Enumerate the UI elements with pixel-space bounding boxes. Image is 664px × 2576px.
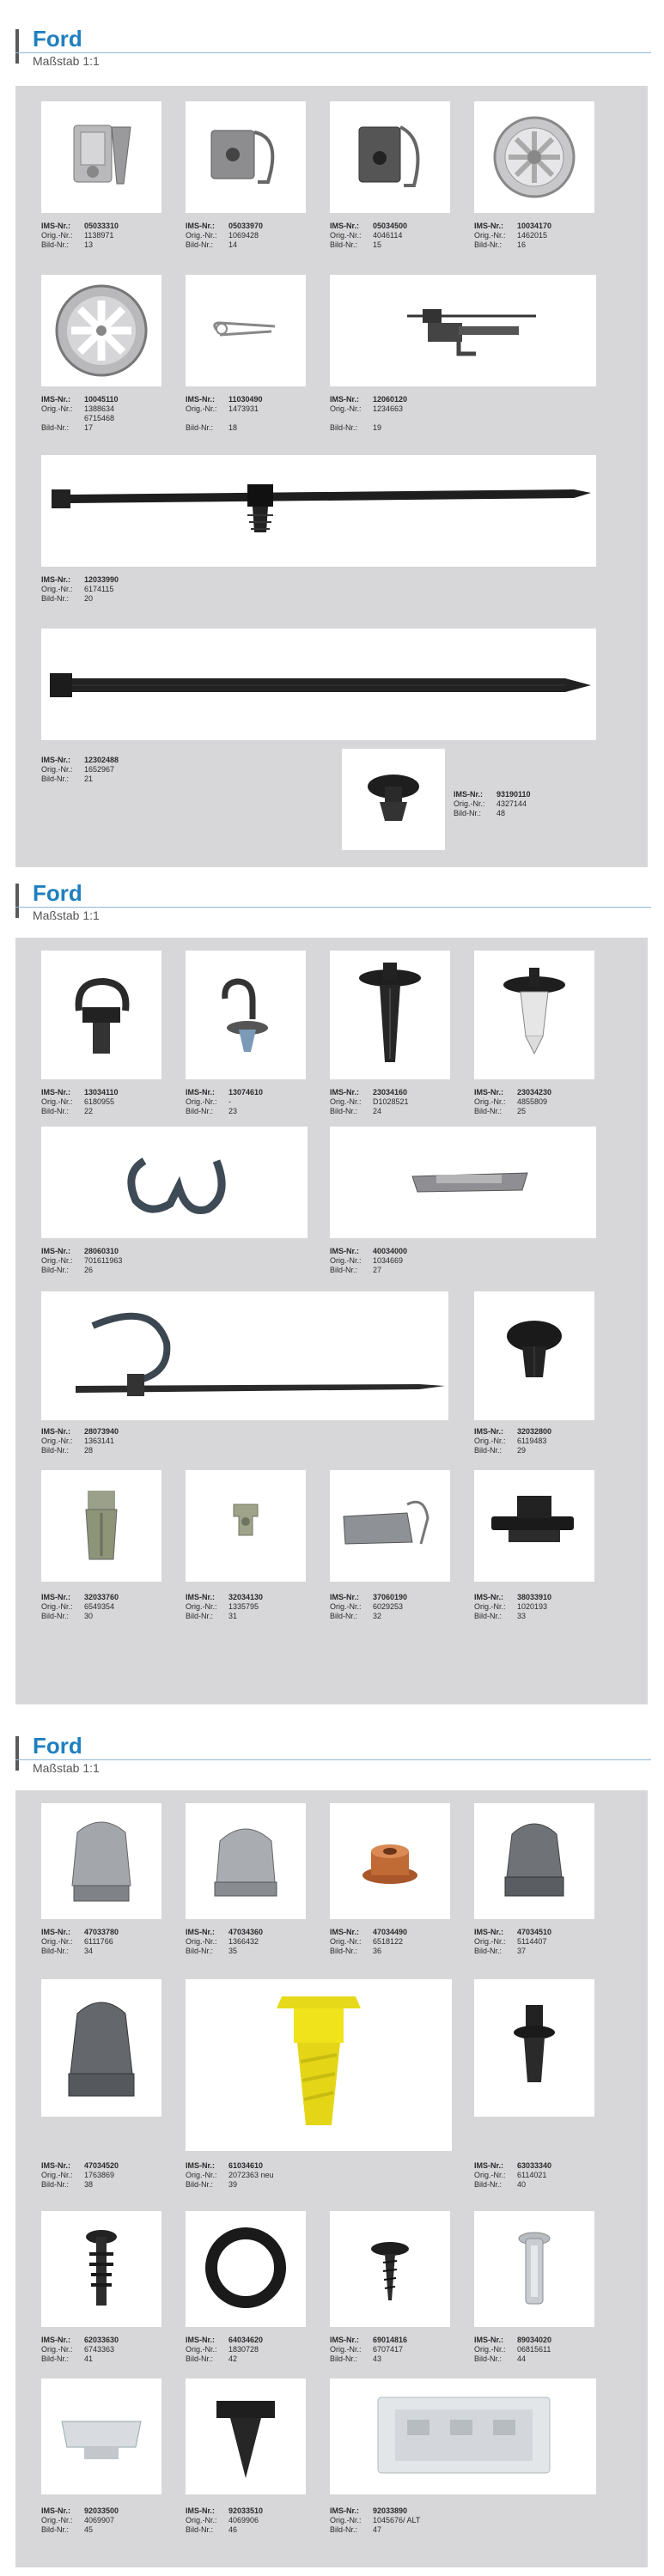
header-rule [15,1759,651,1760]
part-caption-19: IMS-Nr.: 12060120 Orig.-Nr.: 1234663 Bild-Nr.: 19 [330,395,408,432]
parts-panel-2 [15,938,648,1704]
part-caption-46: IMS-Nr.: 92033510 Orig.-Nr.: 4069906 Bild-Nr.: 46 [186,2506,264,2534]
part-caption-32: IMS-Nr.: 37060190 Orig.-Nr.: 6029253 Bild-Nr.: 32 [330,1593,408,1620]
part-caption-43: IMS-Nr.: 69014816 Orig.-Nr.: 6707417 Bild-Nr.: 43 [330,2336,408,2363]
part-card-30[interactable] [41,1470,161,1582]
hook-clip-icon [186,951,306,1079]
part-card-21[interactable] [41,629,596,740]
part-card-20[interactable] [41,455,596,567]
rivet-nut-icon [474,2211,594,2327]
header-bar [15,29,19,64]
part-card-25[interactable] [474,951,594,1079]
clip-nut-icon [41,101,161,213]
part-card-26[interactable] [41,1127,308,1238]
scale-label: Maßstab 1:1 [33,1761,100,1775]
push-rivet-icon [474,1979,594,2117]
brand-title: Ford [33,1733,82,1759]
tube-holder-icon [41,1291,448,1420]
push-nut-icon [474,101,594,213]
section-header [15,1733,651,1776]
part-card-24[interactable] [330,951,450,1079]
part-caption-48: IMS-Nr.: 93190110 Orig.-Nr.: 4327144 Bild-Nr.: 48 [454,790,531,817]
part-caption-39: IMS-Nr.: 61034610 Orig.-Nr.: 2072363 neu Bild-Nr.: 39 [186,2161,274,2189]
scale-label: Maßstab 1:1 [33,908,100,922]
part-card-40[interactable] [474,1979,594,2117]
part-caption-44: IMS-Nr.: 89034020 Orig.-Nr.: 06815611 Bild-Nr.: 44 [474,2336,552,2363]
flange-nut-icon [330,1803,450,1919]
panel-clip-icon [474,1470,594,1582]
cable-tie-anchor-icon [41,455,596,567]
header-rule [15,907,651,908]
part-card-18[interactable] [186,275,306,386]
trim-clip-icon [330,2379,596,2494]
part-card-28[interactable] [41,1291,448,1420]
part-caption-20: IMS-Nr.: 12033990 Orig.-Nr.: 6174115 Bild-Nr.: 20 [41,575,119,603]
part-card-47[interactable] [330,2379,596,2494]
o-ring-icon [186,2211,306,2327]
header-rule [15,52,651,53]
push-rivet-icon [342,749,445,850]
part-card-13[interactable] [41,101,161,213]
part-caption-31: IMS-Nr.: 32034130 Orig.-Nr.: 1335795 Bild-Nr.: 31 [186,1593,264,1620]
part-caption-23: IMS-Nr.: 13074610 Orig.-Nr.: - Bild-Nr.: 23 [186,1088,264,1115]
cable-clip-icon [330,275,596,386]
header-bar [15,1736,19,1771]
part-caption-25: IMS-Nr.: 23034230 Orig.-Nr.: 4855809 Bild-Nr.: 25 [474,1088,552,1115]
expansion-nut-icon [41,1470,161,1582]
double-clip-icon [41,1127,308,1238]
push-nut-icon [41,275,161,386]
wheel-nut-icon [474,1803,594,1919]
section-header [15,880,651,923]
brand-title: Ford [33,880,82,906]
parts-panel-3 [15,1790,648,2567]
part-caption-47: IMS-Nr.: 92033890 Orig.-Nr.: 1045676/ ALT Bild-Nr.: 47 [330,2506,421,2534]
hose-clip-icon [41,951,161,1079]
wheel-nut-icon [41,1803,161,1919]
part-caption-41: IMS-Nr.: 62033630 Orig.-Nr.: 6743363 Bild-Nr.: 41 [41,2336,119,2363]
part-caption-40: IMS-Nr.: 63033340 Orig.-Nr.: 6114021 Bild-Nr.: 40 [474,2161,552,2189]
wheel-nut-icon [186,1803,306,1919]
clip-nut-icon [330,101,450,213]
part-card-33[interactable] [474,1470,594,1582]
part-card-44[interactable] [474,2211,594,2327]
part-card-15[interactable] [330,101,450,213]
part-caption-38: IMS-Nr.: 47034520 Orig.-Nr.: 1763869 Bild-Nr.: 38 [41,2161,119,2189]
bumper-clip-icon [186,1979,452,2151]
screw-icon [330,2211,450,2327]
push-rivet-icon [330,951,450,1079]
part-card-37[interactable] [474,1803,594,1919]
part-caption-26: IMS-Nr.: 28060310 Orig.-Nr.: 701611963 Bild-Nr.: 26 [41,1247,123,1274]
part-card-36[interactable] [330,1803,450,1919]
brand-title: Ford [33,26,82,52]
part-caption-18: IMS-Nr.: 11030490 Orig.-Nr.: 1473931 Bild-Nr.: 18 [186,395,263,432]
part-caption-27: IMS-Nr.: 40034000 Orig.-Nr.: 1034669 Bild-Nr.: 27 [330,1247,408,1274]
section-header [15,26,651,69]
part-card-19[interactable] [330,275,596,386]
part-card-16[interactable] [474,101,594,213]
part-caption-45: IMS-Nr.: 92033500 Orig.-Nr.: 4069907 Bild-Nr.: 45 [41,2506,119,2534]
part-card-29[interactable] [474,1291,594,1420]
part-caption-29: IMS-Nr.: 32032800 Orig.-Nr.: 6119483 Bild-Nr.: 29 [474,1427,552,1455]
push-rivet-icon [474,951,594,1079]
push-rivet-icon [186,2379,306,2494]
push-rivet-icon [41,2211,161,2327]
wheel-nut-icon [41,1979,161,2117]
spring-clip-icon [330,1470,450,1582]
part-caption-15: IMS-Nr.: 05034500 Orig.-Nr.: 4046114 Bild-Nr.: 15 [330,222,408,249]
part-caption-22: IMS-Nr.: 13034110 Orig.-Nr.: 6180955 Bild-Nr.: 22 [41,1088,119,1115]
part-caption-35: IMS-Nr.: 47034360 Orig.-Nr.: 1366432 Bild-Nr.: 35 [186,1928,264,1955]
part-card-38[interactable] [41,1979,161,2117]
parts-panel-1 [15,86,648,867]
part-card-34[interactable] [41,1803,161,1919]
push-rivet-icon [474,1291,594,1420]
part-caption-42: IMS-Nr.: 64034620 Orig.-Nr.: 1830728 Bild-Nr.: 42 [186,2336,264,2363]
part-card-23[interactable] [186,951,306,1079]
part-card-48[interactable] [342,749,445,850]
trim-clip-icon [330,1127,596,1238]
part-caption-21: IMS-Nr.: 12302488 Orig.-Nr.: 1652967 Bild-Nr.: 21 [41,756,119,783]
part-caption-36: IMS-Nr.: 47034490 Orig.-Nr.: 6518122 Bild-Nr.: 36 [330,1928,408,1955]
cotter-pin-icon [186,275,306,386]
part-card-46[interactable] [186,2379,306,2494]
part-caption-14: IMS-Nr.: 05033970 Orig.-Nr.: 1069428 Bild-Nr.: 14 [186,222,264,249]
part-card-39[interactable] [186,1979,452,2151]
part-card-35[interactable] [186,1803,306,1919]
part-card-45[interactable] [41,2379,161,2494]
part-caption-17: IMS-Nr.: 10045110 Orig.-Nr.: 1388634 6715468 Bild-Nr.: 17 [41,395,119,432]
expansion-nut-icon [186,1470,306,1582]
header-bar [15,884,19,918]
part-caption-16: IMS-Nr.: 10034170 Orig.-Nr.: 1462015 Bild-Nr.: 16 [474,222,552,249]
part-caption-24: IMS-Nr.: 23034160 Orig.-Nr.: D1028521 Bild-Nr.: 24 [330,1088,409,1115]
part-card-14[interactable] [186,101,306,213]
part-caption-28: IMS-Nr.: 28073940 Orig.-Nr.: 1363141 Bild-Nr.: 28 [41,1427,119,1455]
part-caption-33: IMS-Nr.: 38033910 Orig.-Nr.: 1020193 Bild-Nr.: 33 [474,1593,552,1620]
part-card-43[interactable] [330,2211,450,2327]
part-card-31[interactable] [186,1470,306,1582]
trim-clip-icon [41,2379,161,2494]
part-card-22[interactable] [41,951,161,1079]
part-caption-37: IMS-Nr.: 47034510 Orig.-Nr.: 5114407 Bild-Nr.: 37 [474,1928,552,1955]
part-card-41[interactable] [41,2211,161,2327]
part-card-27[interactable] [330,1127,596,1238]
part-caption-13: IMS-Nr.: 05033310 Orig.-Nr.: 1138971 Bild-Nr.: 13 [41,222,119,249]
cable-tie-icon [41,629,596,740]
scale-label: Maßstab 1:1 [33,54,100,68]
part-card-32[interactable] [330,1470,450,1582]
part-card-17[interactable] [41,275,161,386]
part-card-42[interactable] [186,2211,306,2327]
clip-nut-icon [186,101,306,213]
part-caption-34: IMS-Nr.: 47033780 Orig.-Nr.: 6111766 Bild-Nr.: 34 [41,1928,119,1955]
part-caption-30: IMS-Nr.: 32033760 Orig.-Nr.: 6549354 Bild-Nr.: 30 [41,1593,119,1620]
